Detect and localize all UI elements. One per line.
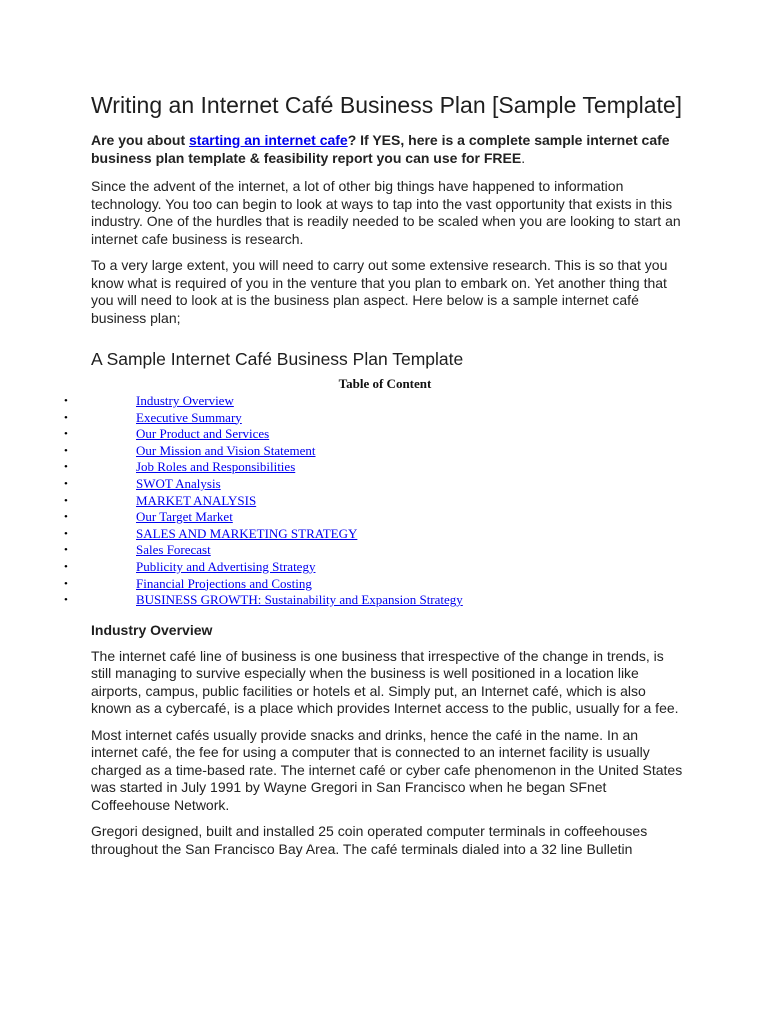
toc-item: [0, 393, 592, 410]
toc-item: [0, 526, 592, 543]
toc-item: [0, 592, 592, 609]
starting-internet-cafe-link[interactable]: starting an internet cafe: [189, 132, 348, 148]
bullet-icon: •: [64, 411, 68, 424]
lead-suffix: ? If YES, here is a complete sample internet cafe business plan template & feasibility report you can use for FREE: [91, 132, 670, 166]
toc-item: [0, 493, 592, 510]
bullet-icon: •: [64, 511, 68, 524]
industry-overview-heading: Industry Overview: [91, 621, 213, 638]
bullet-icon: •: [64, 428, 68, 441]
table-of-contents: [0, 393, 592, 609]
toc-link-industry-overview[interactable]: Industry Overview: [136, 393, 234, 408]
bullet-icon: •: [64, 494, 68, 507]
page-title: Writing an Internet Café Business Plan [Sample Template]: [91, 92, 683, 118]
toc-item: [0, 410, 592, 427]
toc-link-financial-projections[interactable]: Financial Projections and Costing: [136, 575, 312, 591]
bullet-icon: •: [64, 544, 68, 557]
bullet-icon: •: [64, 594, 68, 607]
industry-paragraph-3: Gregori designed, built and installed 25 coin operated computer terminals in coffeehouses throughout the San Francisco Bay Area. The café terminals dialed into a 32 line Bulletin: [91, 823, 648, 857]
section-heading: A Sample Internet Café Business Plan Template: [91, 349, 464, 369]
lead-prefix: Are you about: [91, 132, 190, 148]
toc-link-publicity-advertising[interactable]: Publicity and Advertising Strategy: [136, 558, 316, 574]
toc-item: [0, 559, 592, 576]
bullet-icon: •: [64, 461, 68, 474]
toc-link-sales-forecast[interactable]: Sales Forecast: [136, 542, 211, 558]
bullet-icon: •: [64, 560, 68, 573]
toc-item: [0, 459, 592, 476]
lead-end: .: [521, 149, 526, 166]
toc-link-executive-summary[interactable]: Executive Summary: [136, 409, 242, 425]
toc-item: [0, 576, 592, 593]
bullet-icon: •: [64, 395, 68, 407]
industry-paragraph-1: The internet café line of business is one business that irrespective of the change in trends, is still managing to survive especially when the business is well positioned in a location like airports, campus, public facilities or hotels et al. Simply put, an Internet café, which is also known as a cybercafé, is a place which provides Internet access to the public, usually for a fee.: [91, 647, 679, 717]
bullet-icon: •: [64, 444, 68, 457]
toc-link-product-services[interactable]: Our Product and Services: [136, 426, 270, 442]
toc-link-market-analysis[interactable]: MARKET ANALYSIS: [136, 492, 257, 508]
toc-link-job-roles[interactable]: Job Roles and Responsibilities: [136, 459, 296, 475]
toc-title: Table of Content: [338, 376, 432, 391]
toc-item: [0, 443, 592, 460]
article: [64, 90, 683, 867]
toc-link-mission-vision[interactable]: Our Mission and Vision Statement: [136, 442, 316, 458]
bullet-icon: •: [64, 577, 68, 590]
toc-link-sales-marketing-strategy[interactable]: SALES AND MARKETING STRATEGY: [136, 525, 358, 541]
intro-paragraph-1: Since the advent of the internet, a lot of other big things have happened to information technology. You too can begin to look at ways to tap into the vast opportunity that exists in this industry. One of the hurdles that is readily needed to be scaled when you are looking to start an internet cafe business is research.: [91, 178, 681, 247]
toc-item: [0, 509, 592, 526]
toc-link-target-market[interactable]: Our Target Market: [136, 509, 233, 525]
toc-link-business-growth[interactable]: BUSINESS GROWTH: Sustainability and Expansion Strategy: [136, 592, 463, 608]
toc-link-swot-analysis[interactable]: SWOT Analysis: [136, 475, 221, 491]
intro-paragraph-2: To a very large extent, you will need to carry out some extensive research. This is so that you know what is required of you in the venture that you plan to embark on. Yet another thing that you will need to look at is the business plan aspect. Here below is a sample internet café business plan;: [91, 257, 668, 326]
industry-paragraph-2: Most internet cafés usually provide snacks and drinks, hence the café in the name. In an internet café, the fee for using a computer that is connected to an internet facility is usually charged as a time-based rate. The internet café or cyber cafe phenomenon in the United States was started in July 1991 by Wayne Gregori in San Francisco when he began SFnet Coffeehouse Network.: [91, 726, 683, 813]
toc-item: [0, 542, 592, 559]
toc-item: [0, 426, 592, 443]
bullet-icon: •: [64, 527, 68, 540]
toc-item: [0, 476, 592, 493]
bullet-icon: •: [64, 477, 68, 490]
lead-paragraph: [91, 132, 683, 167]
